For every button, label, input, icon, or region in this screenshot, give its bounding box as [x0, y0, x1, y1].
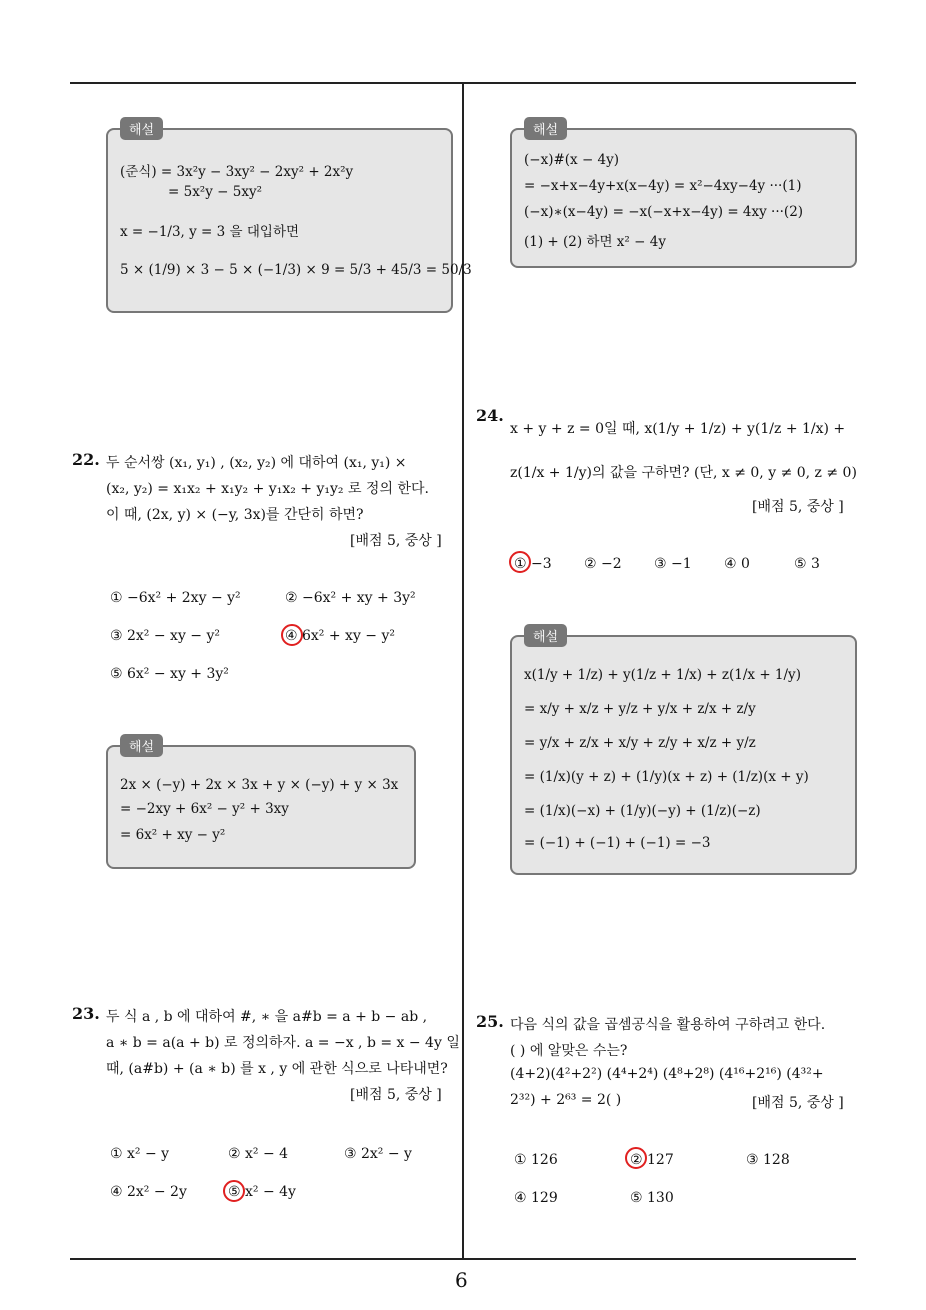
answer-mark	[625, 1147, 647, 1169]
score-label: [배점 5, 중상 ]	[752, 1095, 844, 1111]
solution-line: = (1/x)(−x) + (1/y)(−y) + (1/z)(−z)	[524, 803, 761, 819]
question-text: 이 때, (2x, y) × (−y, 3x)를 간단히 하면?	[106, 507, 364, 523]
solution-line: = 5x²y − 5xy²	[168, 184, 262, 200]
answer-mark	[281, 624, 303, 646]
question-text: 두 순서쌍 (x₁, y₁) , (x₂, y₂) 에 대하여 (x₁, y₁) ×	[106, 455, 407, 471]
solution-line: (−x)#(x − 4y)	[524, 152, 620, 168]
solution-line: = −x+x−4y+x(x−4y) = x²−4xy−4y ···(1)	[524, 178, 802, 194]
choice-5[interactable]: ⑤ 130	[630, 1190, 674, 1206]
solution-line: = (1/x)(y + z) + (1/y)(x + z) + (1/z)(x + y)	[524, 769, 809, 785]
solution-line: = −2xy + 6x² − y² + 3xy	[120, 801, 289, 817]
question-text: 다음 식의 값을 곱셈공식을 활용하여 구하려고 한다.	[510, 1017, 826, 1033]
solution-box-24	[510, 635, 857, 875]
answer-mark	[509, 551, 531, 573]
solution-line: = 6x² + xy − y²	[120, 827, 226, 843]
choice-5[interactable]: ⑤ 6x² − xy + 3y²	[110, 666, 229, 682]
question-text: ( ) 에 알맞은 수는?	[510, 1043, 628, 1059]
solution-line: (준식) = 3x²y − 3xy² − 2xy² + 2x²y	[120, 164, 354, 180]
solution-tag: 해설	[120, 117, 163, 140]
question-number: 25.	[476, 1012, 504, 1031]
choice-1[interactable]: ① −6x² + 2xy − y²	[110, 590, 241, 606]
question-text: z(1/x + 1/y)의 값을 구하면? (단, x ≠ 0, y ≠ 0, z ≠ 0)	[510, 465, 857, 481]
question-text: (x₂, y₂) = x₁x₂ + x₁y₂ + y₁x₂ + y₁y₂ 로 정의 한다.	[106, 481, 429, 497]
question-text: (4+2)(4²+2²) (4⁴+2⁴) (4⁸+2⁸) (4¹⁶+2¹⁶) (4³²+	[510, 1066, 824, 1082]
choice-5[interactable]: ⑤ x² − 4y	[228, 1184, 296, 1200]
choice-2[interactable]: ② −2	[584, 556, 622, 572]
choice-5[interactable]: ⑤ 3	[794, 556, 820, 572]
choice-3[interactable]: ③ 128	[746, 1152, 790, 1168]
choice-2[interactable]: ② x² − 4	[228, 1146, 289, 1162]
solution-line: x = −1/3, y = 3 을 대입하면	[120, 224, 300, 240]
question-text: 2³²) + 2⁶³ = 2( )	[510, 1092, 622, 1108]
solution-tag: 해설	[524, 117, 567, 140]
column-divider	[462, 84, 464, 1260]
choice-1[interactable]: ① 126	[514, 1152, 558, 1168]
score-label: [배점 5, 중상 ]	[350, 533, 442, 549]
choice-3[interactable]: ③ 2x² − xy − y²	[110, 628, 221, 644]
bottom-rule	[70, 1258, 856, 1260]
question-number: 22.	[72, 450, 100, 469]
solution-line: 2x × (−y) + 2x × 3x + y × (−y) + y × 3x	[120, 777, 399, 793]
solution-line: (−x)∗(x−4y) = −x(−x+x−4y) = 4xy ···(2)	[524, 204, 804, 220]
solution-box-21	[106, 128, 472, 313]
choice-1[interactable]: ① x² − y	[110, 1146, 170, 1162]
solution-line: = y/x + z/x + x/y + z/y + x/z + y/z	[524, 735, 756, 751]
answer-mark	[223, 1180, 245, 1202]
choice-2[interactable]: ② 127	[630, 1152, 674, 1168]
choice-1[interactable]: ① −3	[514, 556, 552, 572]
score-label: [배점 5, 중상 ]	[350, 1087, 442, 1103]
choice-4[interactable]: ④ 0	[724, 556, 750, 572]
choice-3[interactable]: ③ 2x² − y	[344, 1146, 412, 1162]
solution-line: = x/y + x/z + y/z + y/x + z/x + z/y	[524, 701, 756, 717]
solution-box-23	[510, 128, 857, 268]
choice-4[interactable]: ④ 2x² − 2y	[110, 1184, 187, 1200]
page-number: 6	[455, 1268, 468, 1292]
choice-4[interactable]: ④ 129	[514, 1190, 558, 1206]
choice-4[interactable]: ④ 6x² + xy − y²	[285, 628, 396, 644]
choice-2[interactable]: ② −6x² + xy + 3y²	[285, 590, 416, 606]
question-number: 24.	[476, 406, 504, 425]
question-text: a ∗ b = a(a + b) 로 정의하자. a = −x , b = x − 4y 일	[106, 1035, 460, 1051]
solution-line: (1) + (2) 하면 x² − 4y	[524, 234, 666, 250]
solution-box-22	[106, 745, 416, 869]
question-number: 23.	[72, 1004, 100, 1023]
solution-tag: 해설	[120, 734, 163, 757]
solution-line: = (−1) + (−1) + (−1) = −3	[524, 835, 711, 851]
question-text: 때, (a#b) + (a ∗ b) 를 x , y 에 관한 식으로 나타내면?	[106, 1061, 448, 1077]
question-text: 두 식 a , b 에 대하여 #, ∗ 을 a#b = a + b − ab ,	[106, 1009, 428, 1025]
solution-tag: 해설	[524, 624, 567, 647]
solution-line: 5 × (1/9) × 3 − 5 × (−1/3) × 9 = 5/3 + 45/3 = 50/3	[120, 262, 472, 278]
choice-3[interactable]: ③ −1	[654, 556, 692, 572]
question-text: x + y + z = 0일 때, x(1/y + 1/z) + y(1/z + 1/x) +	[510, 421, 846, 437]
solution-line: x(1/y + 1/z) + y(1/z + 1/x) + z(1/x + 1/y)	[524, 667, 801, 683]
score-label: [배점 5, 중상 ]	[752, 499, 844, 515]
